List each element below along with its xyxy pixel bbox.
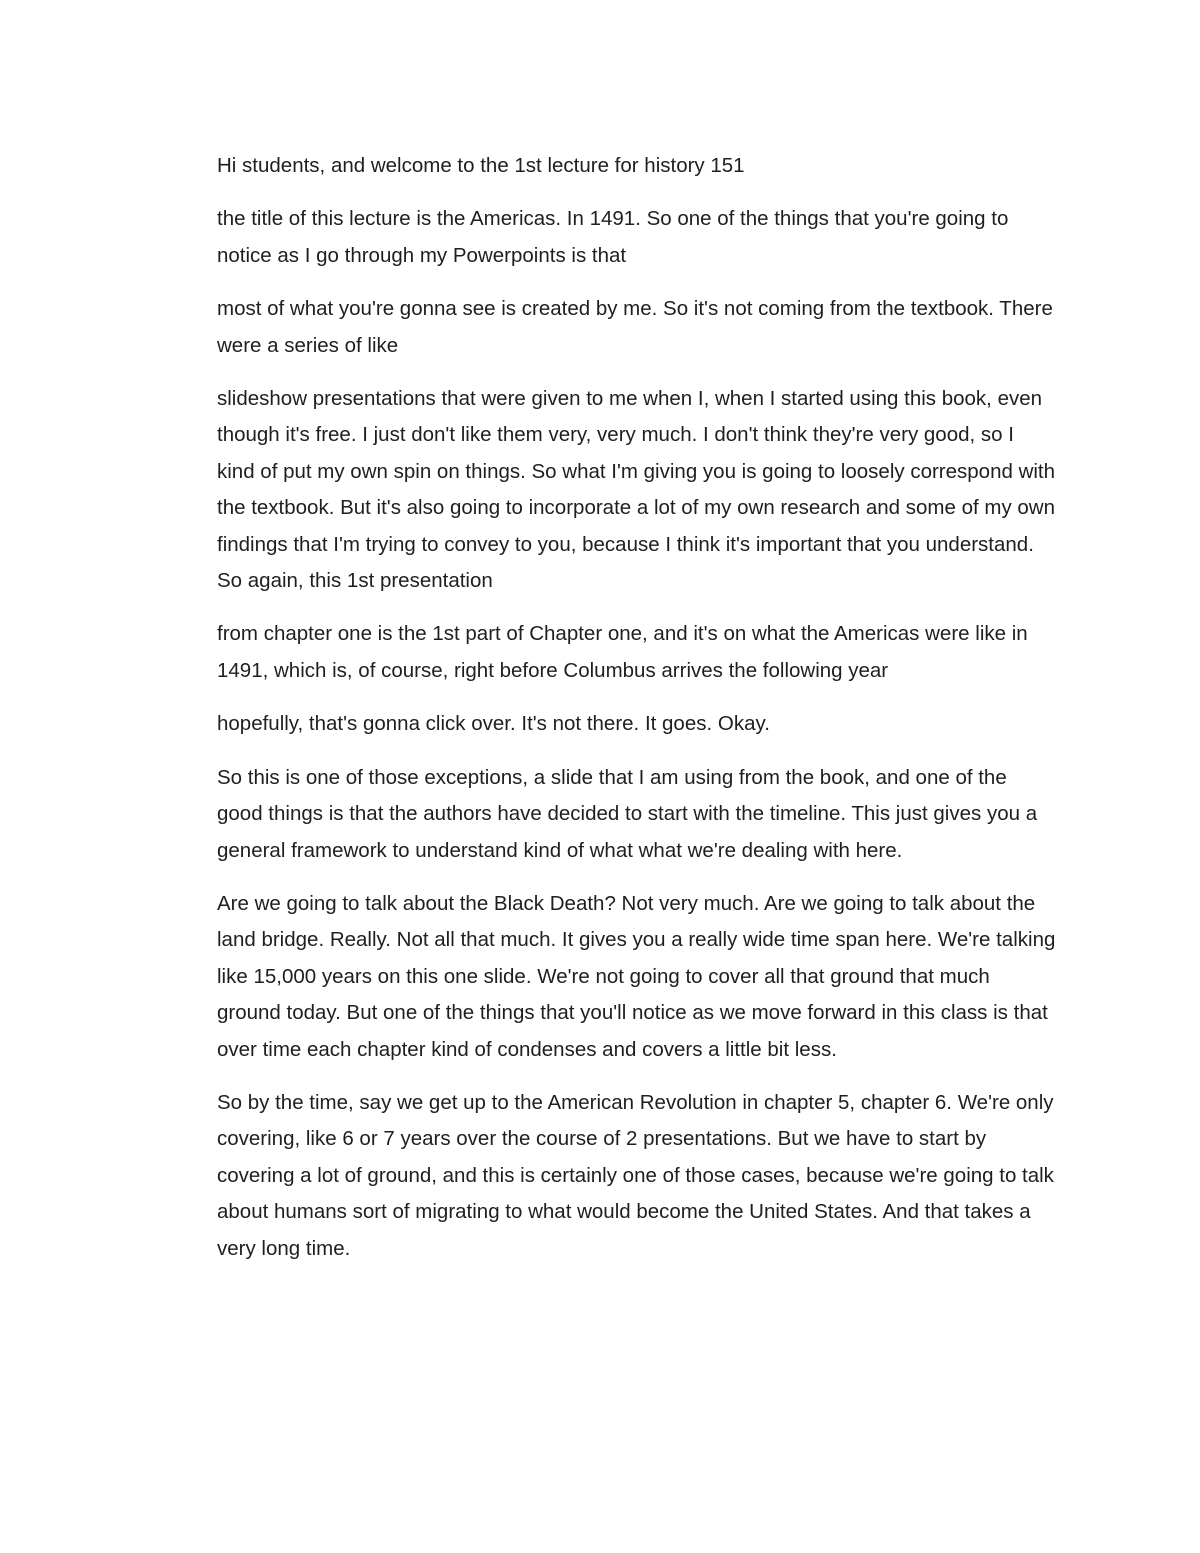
paragraph: most of what you're gonna see is created by me. So it's not coming from the textbook. There were a series of like (217, 297, 1053, 357)
paragraph: from chapter one is the 1st part of Chapter one, and it's on what the Americas were like in 1491, which is, of course, right before Columbus arrives the following year (217, 622, 1028, 682)
paragraph: slideshow presentations that were given to me when I, when I started using this book, even though it's free. I just don't like them very, very much. I don't think they're very good, so I kind of put my own spin on things. So what I'm giving you is going to loosely correspond with the textbook. But it's also going to incorporate a lot of my own research and some of my own findings that I'm trying to convey to you, because I think it's important that you understand. So again, this 1st presentation (217, 387, 1056, 593)
paragraph: So this is one of those exceptions, a slide that I am using from the book, and one of the good things is that the authors have decided to start with the timeline. This just gives you a general framework to understand kind of what what we're dealing with here. (217, 765, 1038, 862)
paragraph: the title of this lecture is the Americas. In 1491. So one of the things that you're going to notice as I go through my Powerpoints is that (217, 207, 1009, 267)
paragraph: So by the time, say we get up to the American Revolution in chapter 5, chapter 6. We're only covering, like 6 or 7 years over the course of 2 presentations. But we have to start by covering a lot of ground, and this is certainly one of those cases, because we're going to talk about humans sort of migrating to what would become the United States. And that takes a very long time. (217, 1090, 1054, 1260)
paragraph: Are we going to talk about the Black Death? Not very much. Are we going to talk about the land bridge. Really. Not all that much. It gives you a really wide time span here. We're talking like 15,000 years on this one slide. We're not going to cover all that ground that much ground today. But one of the things that you'll notice as we move forward in this class is that over time each chapter kind of condenses and covers a little bit less. (217, 891, 1056, 1061)
paragraph: Hi students, and welcome to the 1st lecture for history 151 (217, 154, 745, 177)
document-body (217, 148, 1057, 1284)
paragraph: hopefully, that's gonna click over. It's not there. It goes. Okay. (217, 712, 770, 736)
